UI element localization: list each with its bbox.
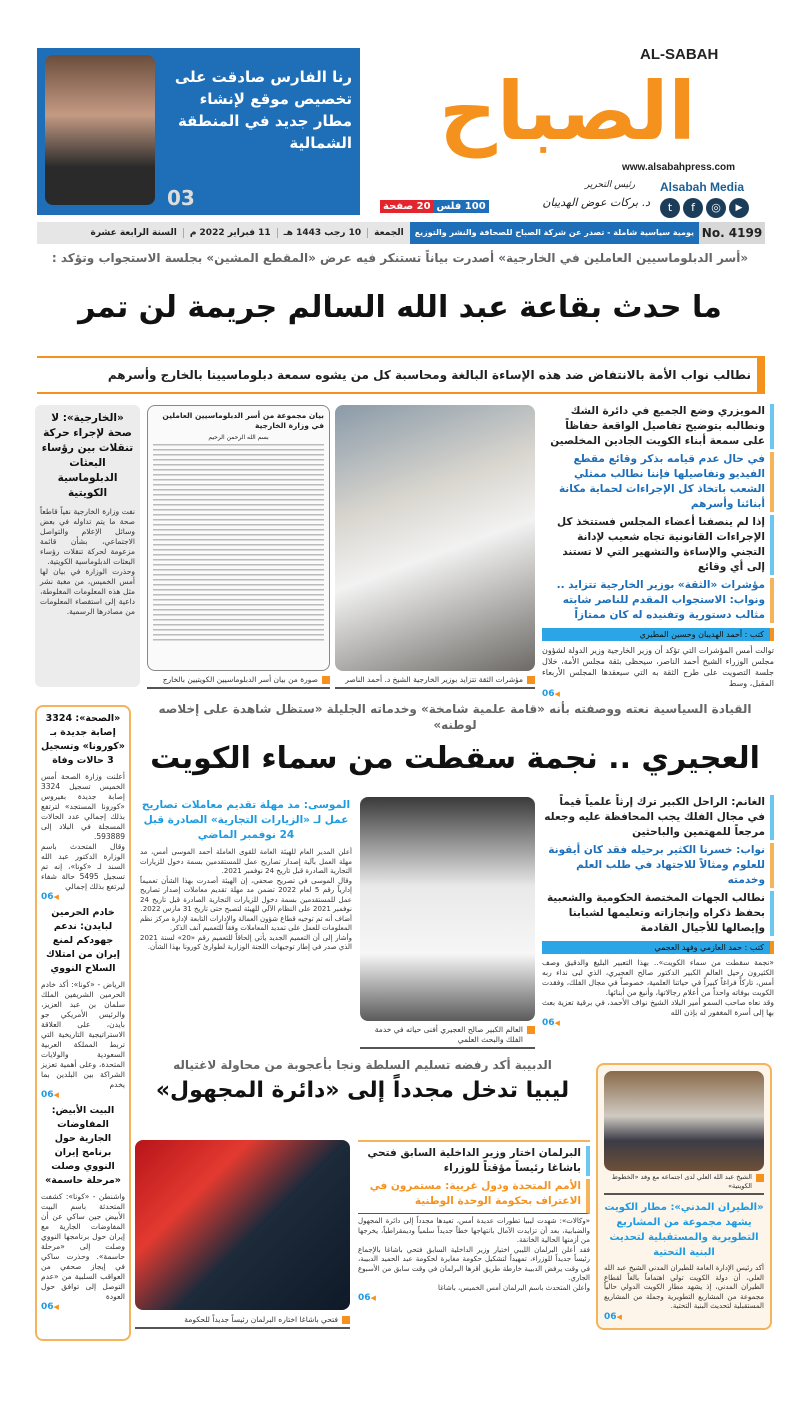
lead-bullet: المويزري وضع الجميع في دائرة الشك ونطالبه بتوضيح تفاصيل الواقعة حفاظاً على سمعة أبناء الكويت الجادين المخلصين [542, 404, 774, 449]
tagline: يومية سياسية شاملة - تصدر عن شركة الصباح للصحافة والنشر والتوزيع [410, 222, 699, 244]
page-ref[interactable]: 06 ◀ [41, 1090, 125, 1100]
statement-basmala: بسم الله الرحمن الرحيم [208, 434, 269, 441]
second-bullet: نطالب الجهات المختصة الحكومية والشعبية بحفظ ذكراه وإنجازاته وتعليمها لشبابنا وإيصالها للأجيال القادمة [542, 891, 774, 936]
musawi-headline: الموسى: مد مهلة تقديم معاملات تصاريح عمل لـ «الزيارات التجارية» الصادرة قبل 24 نوفمبر الماضي [141, 799, 351, 841]
aviation-headline: «الطيران المدني»: مطار الكويت يشهد مجموعة من المشاريع التطويرية والمستقبلية لتحديث البنية التحتية [604, 1202, 764, 1258]
lead-kicker: «أسر الدبلوماسيين العاملين في الخارجية» أصدرت بياناً تستنكر فيه عرض «المقطع المشين» بجلسة الاستجواب وتؤكد : [51, 251, 749, 265]
editor-signature: د. بركات عوض الهديبان [542, 196, 650, 209]
second-bullets [542, 795, 774, 1028]
second-headline[interactable]: العجيري .. نجمة سقطت من سماء الكويت [150, 741, 760, 776]
libya-photo [135, 1140, 350, 1310]
lead-bullet: إذا لم ينصفنا أعضاء المجلس فستتخذ كل الإجراءات القانونية تجاه شعيب لإدانة التجني والإساءة والتشهير التي لا تستند إلى أي وقائع [542, 515, 774, 575]
aviation-body: أكد رئيس الإدارة العامة للطيران المدني الشيخ عبد الله العلي، أن دولة الكويت تولي اهتماماً بالغاً لقطاع الطيران المدني، إذ يشهد مطار الكويت الدولي حالياً مجموعة من المشاريع التطويرية وجملة من المشاريع المستقبلية لتحديث البنية التحتية. [604, 1264, 764, 1310]
page-count: 20 صفحة [380, 200, 434, 213]
price: 100 فلس [434, 200, 489, 213]
lead-photo [335, 405, 535, 671]
ajairi-caption: العالم الكبير صالح العجيري أفنى حياته في خدمة الفلك والبحث العلمي [360, 1023, 535, 1049]
social-icons [660, 198, 749, 218]
website[interactable]: www.alsabahpress.com [622, 162, 736, 173]
libya-bullet: البرلمان اختار وزير الداخلية السابق فتحي باشاغا رئيساً مؤقتاً للوزراء [358, 1146, 590, 1176]
lead-byline: كتب : أحمد الهديبان وحسين المطيري [542, 628, 774, 641]
issue-number: No. 4199 [699, 222, 765, 244]
twitter-icon[interactable]: t [660, 198, 680, 218]
youtube-icon[interactable]: ▶ [729, 198, 749, 218]
page-ref[interactable]: 06 ◀ [604, 1312, 764, 1322]
lead-bullets [542, 404, 774, 699]
second-byline: كتب : حمد العازمي وفهد العجمي [542, 941, 774, 954]
libya-bullet: الأمم المتحدة ودول غربية: مستمرون في الاعتراف بحكومة الوحدة الوطنية [358, 1179, 590, 1214]
musawi-story [140, 798, 352, 953]
page-ref[interactable]: 06 ◀ [358, 1293, 590, 1303]
gregorian-date: 11 فبراير 2022 م [184, 228, 278, 238]
volume-year: السنة الرابعة عشرة [85, 228, 184, 238]
lead-bullet: في حال عدم قيامه بذكر وقائع مقطع الفيديو وتفاصيلها فإننا نطالب ممثلي الشعب باتخاذ كل الإجراءات لحماية مكانة أبنائنا وأسرهم [542, 452, 774, 512]
side-news-item: خادم الحرمين لبايدن: ندعم جهودكم لمنع إيران من امتلاك السلاح النووي الرياض - «كونا»: أكد خادم الحرمين الشريفين الملك سلمان بن عبد العزيز، والرئيس الأمريكي جو بايدن، على العلاقة الاستراتيجية التاريخية التي تربط المملكة العربية السعودية والولايات المتحدة، وعلى أهمية تعزيز الشراكة بين البلدين بما يخدم 06 ◀ [41, 906, 125, 1100]
lead-body: توالت أمس المؤشرات التي تؤكد أن وزير الخارجية وزير الدولة لشؤون مجلس الوزراء الشيخ أحمد الناصر، سيحظى بثقة مجلس الأمة، خلال جلسة التصويت على طرح الثقة به التي سيعقدها المجلس الأربعاء المقبل، وسط [542, 646, 774, 688]
statement-caption: صورة من بيان أسر الدبلوماسيين الكويتيين بالخارج [147, 673, 330, 689]
facebook-icon[interactable]: f [683, 198, 703, 218]
side-news-item: «الصحة»: 3324 إصابة جديدة بـ «كورونا» وتسجيل 3 حالات وفاة أعلنت وزارة الصحة أمس الخميس تسجيل 3324 إصابة جديدة بفيروس «كورونا المستجد» لترتفع بذلك إجمالي عدد الحالات المسجلة في البلاد إلى 593889. وقال المتحدث باسم الوزارة الدكتور عبد الله السند لـ «كونا»، إنه تم تسجيل 5495 حالة شفاء ليرتفع بذلك إجمالي 06 ◀ [41, 712, 125, 902]
statement-document [147, 405, 330, 671]
aviation-photo [604, 1071, 764, 1171]
lead-headline[interactable]: ما حدث بقاعة عبد الله السالم جريمة لن تمر [78, 290, 722, 325]
side-news-box [35, 705, 131, 1341]
libya-kicker: الدبيبة أكد رفضه تسليم السلطة ونجا بأعجوبة من محاولة لاغتياله [173, 1058, 552, 1072]
aviation-caption: الشيخ عبد الله العلي لدى اجتماعه مع وفد «الخطوط الكويتية» [604, 1171, 764, 1195]
lead-bullet: مؤشرات «الثقة» بوزير الخارجية تتزايد .. ونواب: الاستجواب المقدم للناصر شابته مثالب دستورية وتفنيده له كان ممتازاً [542, 578, 774, 623]
libya-caption: فتحي باشاغا اختاره البرلمان رئيساً جديداً للحكومة [135, 1313, 350, 1329]
page-ref[interactable]: 06 ◀ [41, 892, 125, 902]
day: الجمعة [374, 228, 404, 238]
side-body: نفت وزارة الخارجية نفياً قاطعاً صحة ما يتم تداوله في بعض وسائل الإعلام والتواصل الاجتماعي، بشأن قائمة مزعومة لحركة تنقلات رؤساء البعثات الدبلوماسية الكويتية. وحذرت الوزارة في بيان لها أمس الخميس، من مغبة نشر مثل هذه المعلومات المغلوطة، داعية إلى استقصاء المعلومات من مصادرها الرسمية. [40, 507, 135, 616]
date-bar [37, 222, 765, 244]
teaser-page: 03 [167, 186, 195, 210]
page-ref[interactable]: 06 ◀ [542, 1018, 774, 1028]
statement-body-lines [153, 444, 324, 644]
side-headline: «الخارجية»: لا صحة لإجراء حركة تنقلات بين رؤساء البعثات الدبلوماسية الكويتية [41, 412, 134, 499]
teaser-photo [45, 55, 155, 205]
lead-subhead-text: نطالب نواب الأمة بالانتفاض ضد هذه الإساءة البالغة ومحاسبة كل من يشوه سمعة دبلوماسيينا بالخارج وأسرهم [107, 367, 751, 382]
media-label: Alsabah Media [660, 180, 745, 194]
lead-photo-caption: مؤشرات الثقة تتزايد بوزير الخارجية الشيخ د. أحمد الناصر [335, 673, 535, 689]
second-kicker: القيادة السياسية نعته ووصفته بأنه «قامة علمية شامخة» وخدماته الجليلة «ستظل شاهدة على إخلاصه لوطنه» [158, 702, 752, 732]
aviation-box [596, 1063, 772, 1330]
libya-story [358, 1140, 590, 1303]
lead-subhead [37, 356, 765, 394]
statement-title: بيان مجموعة من أسر الدبلوماسيين العاملين في وزارة الخارجية [162, 411, 324, 430]
second-bullet: الغانم: الراحل الكبير ترك إرثاً علمياً قيماً في مجال الفلك يجب المحافظة عليه وجعله مرجعاً للمهتمين والباحثين [542, 795, 774, 840]
page-ref[interactable]: 06 ◀ [41, 1302, 125, 1312]
second-bullet: نواب: خسرنا الكثير برحيله فقد كان أيقونة للعلوم ومثالاً للاجتهاد في طلب العلم وخدمته [542, 843, 774, 888]
teaser-box[interactable] [37, 48, 360, 215]
second-body: «نجمة سقطت من سماء الكويت».. بهذا التعبير البليغ والدقيق وصف الكثيرون رحيل العالم الكبير الدكتور صالح العجيري، الذي لبى نداء ربه أمس، تاركاً فراغاً كبيراً في حياتنا العلمية، خصوصاً في مجال الفلك، وفقدت الكويت بوفاته واحداً من أعلام رجالاتها، وأنبغ من أبنائها. وقد نعاه صاحب السمو أمير البلاد الشيخ نواف الأحمد، في برقية تعزية بعث بها إلى أسرة المغفور له بإذن الله [542, 958, 774, 1017]
hijri-date: 10 رجب 1443 هـ [278, 228, 369, 238]
side-story-foreign-ministry [35, 405, 140, 687]
ajairi-photo [360, 797, 535, 1021]
libya-headline[interactable]: ليبيا تدخل مجدداً إلى «دائرة المجهول» [155, 1078, 570, 1103]
side-news-item: البيت الأبيض: المفاوضات الجارية حول برنامج إيران النووي وصلت «مرحلة حاسمة» واشنطن - «كونا»: كشفت المتحدثة باسم البيت الأبيض جين ساكي عن أن المفاوضات الجارية مع إيران حول برنامجها النووي وصلت إلى «مرحلة حاسمة». وحذرت ساكي في إيجاز صحفي من العواقب السلبية من «عدم التوصل إلى توافق حول العودة 06 ◀ [41, 1104, 125, 1312]
libya-body: «وكالات»: شهدت ليبيا تطورات عديدة أمس، تعيدها مجدداً إلى دائرة المجهول والضبابية، بعد أن تزايدت الآمال بانتهاجها خطاً جديداً سلمياً وديمقراطياً، يخرجها من أزمتها الحالية الخانقة. فقد أعلن البرلمان الليبي اختيار وزير الداخلية السابق فتحي باشاغا بالإجماع رئيساً جديداً للوزراء، تمهيداً لتشكيل حكومة مغايرة لحكومة عبد الحميد الدبيبة، في وقت يرفض الدبيبة خارطة طريق أقرها البرلمان في وقت سابق من الأسبوع الجاري. وأعلن المتحدث باسم البرلمان أمس الخميس، باشاغا [358, 1217, 590, 1292]
price-badge [380, 200, 489, 213]
instagram-icon[interactable]: ◎ [706, 198, 726, 218]
editor-label: رئيس التحرير [585, 180, 636, 190]
logo: الصباح [439, 65, 696, 158]
logo-en: AL-SABAH [640, 46, 719, 63]
page-ref[interactable]: 06 ◀ [542, 689, 774, 699]
musawi-body: أعلن المدير العام للهيئة العامة للقوى العاملة أحمد الموسى أمس، مد مهلة العمل بآلية إصدار تصاريح عمل للمستقدمين بسمة دخول للزيارات التجارية الصادرة قبل تاريخ 24 نوفمبر 2021. وقال الموسى في تصريح صحفي، إن الهيئة أصدرت بهذا الشأن تعميماً إدارياً رقم 5 لعام 2022 تضمن مد مهلة تقديم معاملات إصدار تصاريح عمل للمستقدمين بسمة دخول للزيارات التجارية الصادرة قبل تاريخ 24 نوفمبر 2021 على النظام الآلي للهيئة لتصبح حتى تاريخ 31 مارس 2022. أضاف أنه تم توجيه قطاع شؤون العمالة والإدارات التابعة لإدارة مركز نظم المعلومات للعمل على تمديد المعاملات وفقاً للتعميم آنف الذكر. وأشار إلى أن التعميم الجديد يأتي إلحاقاً للتعميم رقم «20» لسنة 2021 الذي صدر في إطار توجيهات اللجنة الوزارية لطوارئ كورونا بهذا الشأن. [140, 848, 352, 951]
teaser-headline: رنا الفارس صادقت على تخصيص موقع لإنشاء مطار جديد في المنطقة الشمالية [174, 68, 352, 152]
